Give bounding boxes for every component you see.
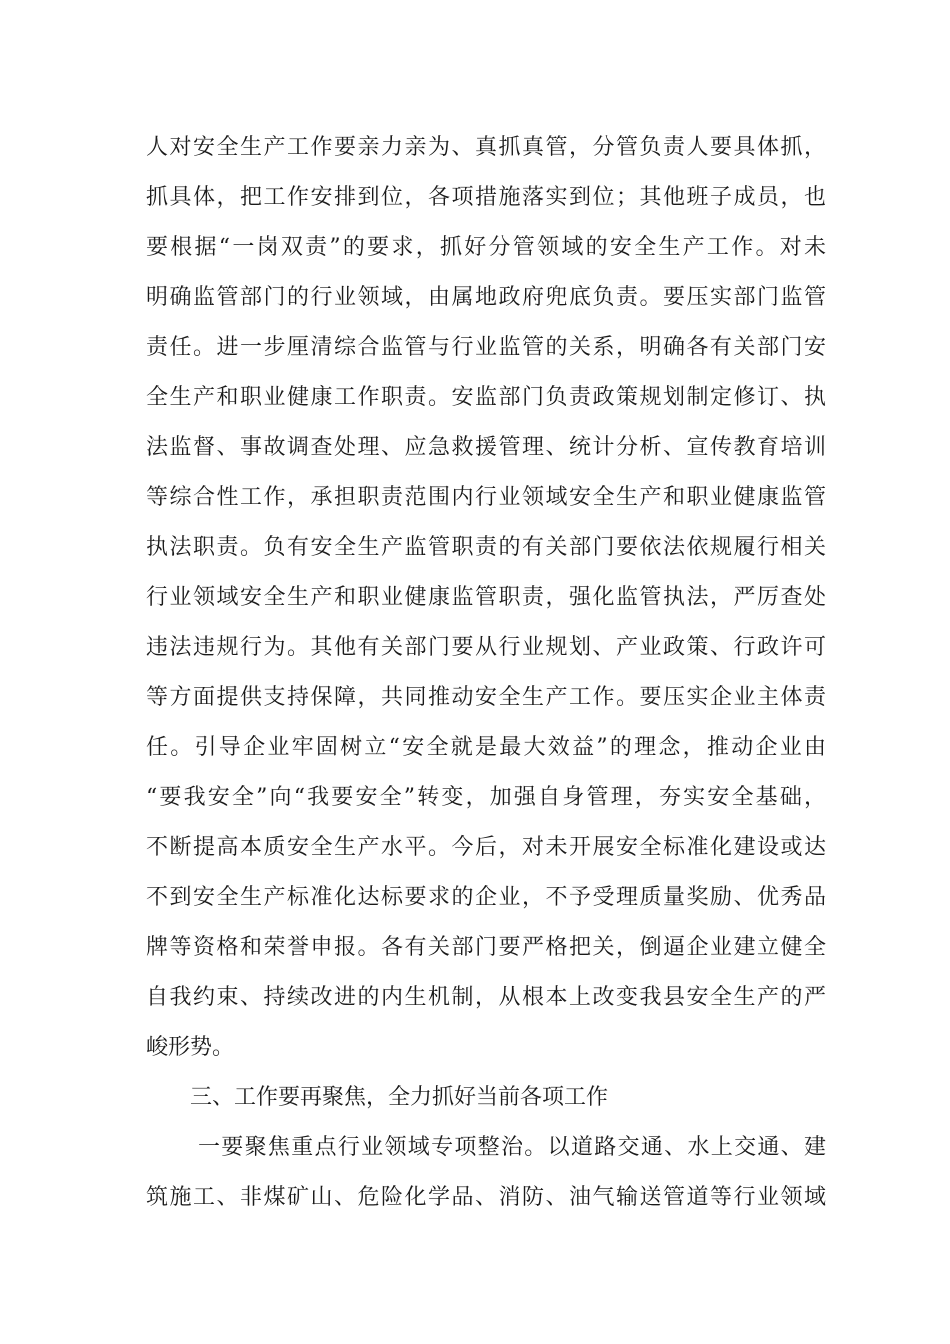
paragraph-line: 法监督、事故调查处理、应急救援管理、统计分析、宣传教育培训 [146,435,826,460]
paragraph-line: 不断提高本质安全生产水平。今后，对未开展安全标准化建设或达 [146,835,826,860]
paragraph-line: 筑施工、非煤矿山、危险化学品、消防、油气输送管道等行业领域 [146,1185,826,1210]
paragraph-line: “要我安全”向“我要安全”转变，加强自身管理，夯实安全基础， [146,785,826,810]
paragraph-line: 抓具体，把工作安排到位，各项措施落实到位；其他班子成员，也 [146,185,826,210]
paragraph-line: 全生产和职业健康工作职责。安监部门负责政策规划制定修订、执 [146,385,826,410]
paragraph-line: 牌等资格和荣誉申报。各有关部门要严格把关，倒逼企业建立健全 [146,935,826,960]
paragraph-line: 明确监管部门的行业领域，由属地政府兜底负责。要压实部门监管 [146,285,826,310]
section-heading: 三、工作要再聚焦，全力抓好当前各项工作 [190,1085,609,1110]
paragraph-line: 不到安全生产标准化达标要求的企业，不予受理质量奖励、优秀品 [146,885,826,910]
paragraph-line: 任。引导企业牢固树立“安全就是最大效益”的理念，推动企业由 [146,735,826,760]
paragraph-line: 人对安全生产工作要亲力亲为、真抓真管，分管负责人要具体抓， [146,135,826,160]
paragraph-line: 责任。进一步厘清综合监管与行业监管的关系，明确各有关部门安 [146,335,826,360]
paragraph-line: 等方面提供支持保障，共同推动安全生产工作。要压实企业主体责 [146,685,826,710]
paragraph-line: 行业领域安全生产和职业健康监管职责，强化监管执法，严厉查处 [146,585,826,610]
paragraph-line: 违法违规行为。其他有关部门要从行业规划、产业政策、行政许可 [146,635,826,660]
paragraph-line: 自我约束、持续改进的内生机制，从根本上改变我县安全生产的严 [146,985,826,1010]
paragraph-line: 峻形势。 [146,1035,235,1060]
paragraph-line: 等综合性工作，承担职责范围内行业领域安全生产和职业健康监管 [146,485,826,510]
paragraph-line: 一要聚焦重点行业领域专项整治。以道路交通、水上交通、建 [198,1135,826,1160]
paragraph-line: 要根据“一岗双责”的要求，抓好分管领域的安全生产工作。对未 [146,235,826,260]
paragraph-line: 执法职责。负有安全生产监管职责的有关部门要依法依规履行相关 [146,535,826,560]
